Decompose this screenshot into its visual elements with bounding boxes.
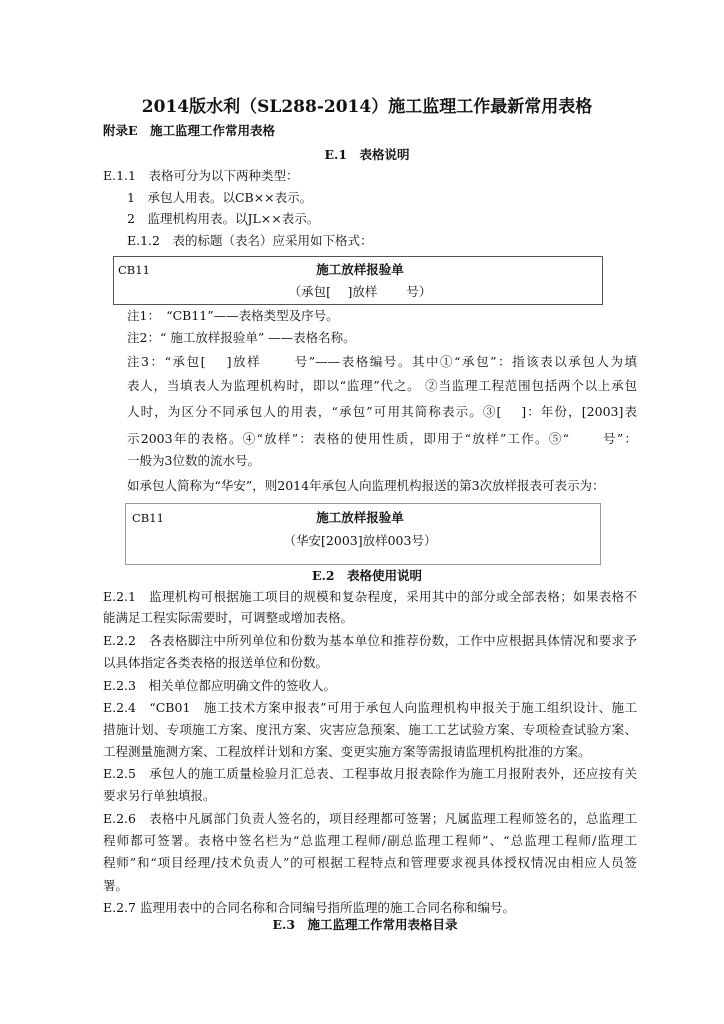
note-2: 注2：“ 施工放样报验单” ——表格名称。: [127, 330, 356, 345]
example-form-name: 施工放样报验单: [316, 510, 404, 525]
clause-e1-2: E.1.2 表的标题（表名）应采用如下格式：: [127, 233, 373, 248]
form-name: 施工放样报验单: [316, 262, 404, 277]
form-code: CB11: [118, 263, 150, 277]
clause-line: 工程测量施测方案、工程放样计划和方案、变更实施方案等需报请监理机构批准的方案。: [103, 744, 591, 759]
note-3-line: 人时，为区分不同承包人的用表，“承包”可用其简称表示。③[ ]：年份，[2003]表: [127, 404, 637, 419]
clause-line: 措施计划、专项施工方案、度汛方案、灾害应急预案、施工工艺试验方案、专项检查试验方案、: [103, 722, 637, 737]
example-form-code: CB11: [132, 511, 164, 525]
clause-line: 以具体指定各类表格的报送单位和份数。: [103, 655, 329, 670]
clause-e2-4: E.2.4 “CB01 施工技术方案申报表”可用于承包人向监理机构申报关于施工组织设计、施工: [103, 700, 637, 715]
clause-e2-6: E.2.6 表格中凡属部门负责人签名的，项目经理都可签署；凡属监理工程师签名的，总监理工: [103, 811, 637, 826]
note-3-line: 一般为3位数的流水号。: [127, 453, 260, 468]
clause-line: 程师都可签署。表格中签名栏为“总监理工程师/副总监理工程师”、“总监理工程师/监理工: [103, 833, 637, 848]
clause-e2-5: E.2.5 承包人的施工质量检验月汇总表、工程事故月报表除作为施工月报附表外，还应按有关: [103, 766, 637, 781]
section-heading-e2: E.2 表格使用说明: [311, 568, 423, 583]
clause-e1-1: E.1.1 表格可分为以下两种类型：: [103, 168, 299, 183]
note-1: 注1： “CB11”——表格类型及序号。: [127, 308, 339, 323]
note-3-line: 表人，当填表人为监理机构时，即以“监理”代之。 ②当监理工程范围包括两个以上承包: [127, 378, 637, 393]
clause-line: 要求另行单独填报。: [103, 788, 216, 803]
note-3: 注3：“承包[ ]放样 号”——表格编号。其中①“承包”：指该表以承包人为填: [127, 354, 637, 369]
clause-e2-2: E.2.2 各表格脚注中所列单位和份数为基本单位和推荐份数，工作中应根据具体情况和要求予: [103, 633, 637, 648]
example-form-number: （华安[2003]放样003号）: [283, 533, 437, 548]
list-item: 2 监理机构用表。以JL××表示。: [127, 211, 320, 226]
clause-e2-3: E.2.3 相关单位都应明确文件的签收人。: [103, 678, 336, 693]
clause-e2-7: E.2.7 监理用表中的合同名称和合同编号指所监理的施工合同名称和编号。: [103, 900, 515, 915]
appendix-heading: 附录E 施工监理工作常用表格: [103, 123, 276, 138]
clause-line: 能满足工程实际需要时，可调整或增加表格。: [103, 610, 354, 625]
note-3-line: 示2003年的表格。④“放样”：表格的使用性质，即用于“放样”工作。⑤“ 号”：: [127, 431, 637, 446]
section-heading-e1: E.1 表格说明: [324, 147, 410, 162]
form-number: （承包[ ]放样 号）: [288, 284, 432, 299]
list-item: 1 承包人用表。以CB××表示。: [127, 190, 313, 205]
clause-e2-1: E.2.1 监理机构可根据施工项目的规模和复杂程度，采用其中的部分或全部表格；如果表格不: [103, 589, 637, 604]
example-intro: 如承包人简称为“华安”，则2014年承包人向监理机构报送的第3次放样报表可表示为：: [127, 478, 605, 493]
document-title: 2014版水利（SL288-2014）施工监理工作最新常用表格: [141, 97, 593, 117]
section-heading-e3: E.3 施工监理工作常用表格目录: [272, 917, 458, 932]
clause-line: 署。: [103, 878, 129, 893]
clause-line: 程师”和“项目经理/技术负责人”的可根据工程特点和管理要求视具体授权情况由相应人员签: [103, 855, 637, 870]
